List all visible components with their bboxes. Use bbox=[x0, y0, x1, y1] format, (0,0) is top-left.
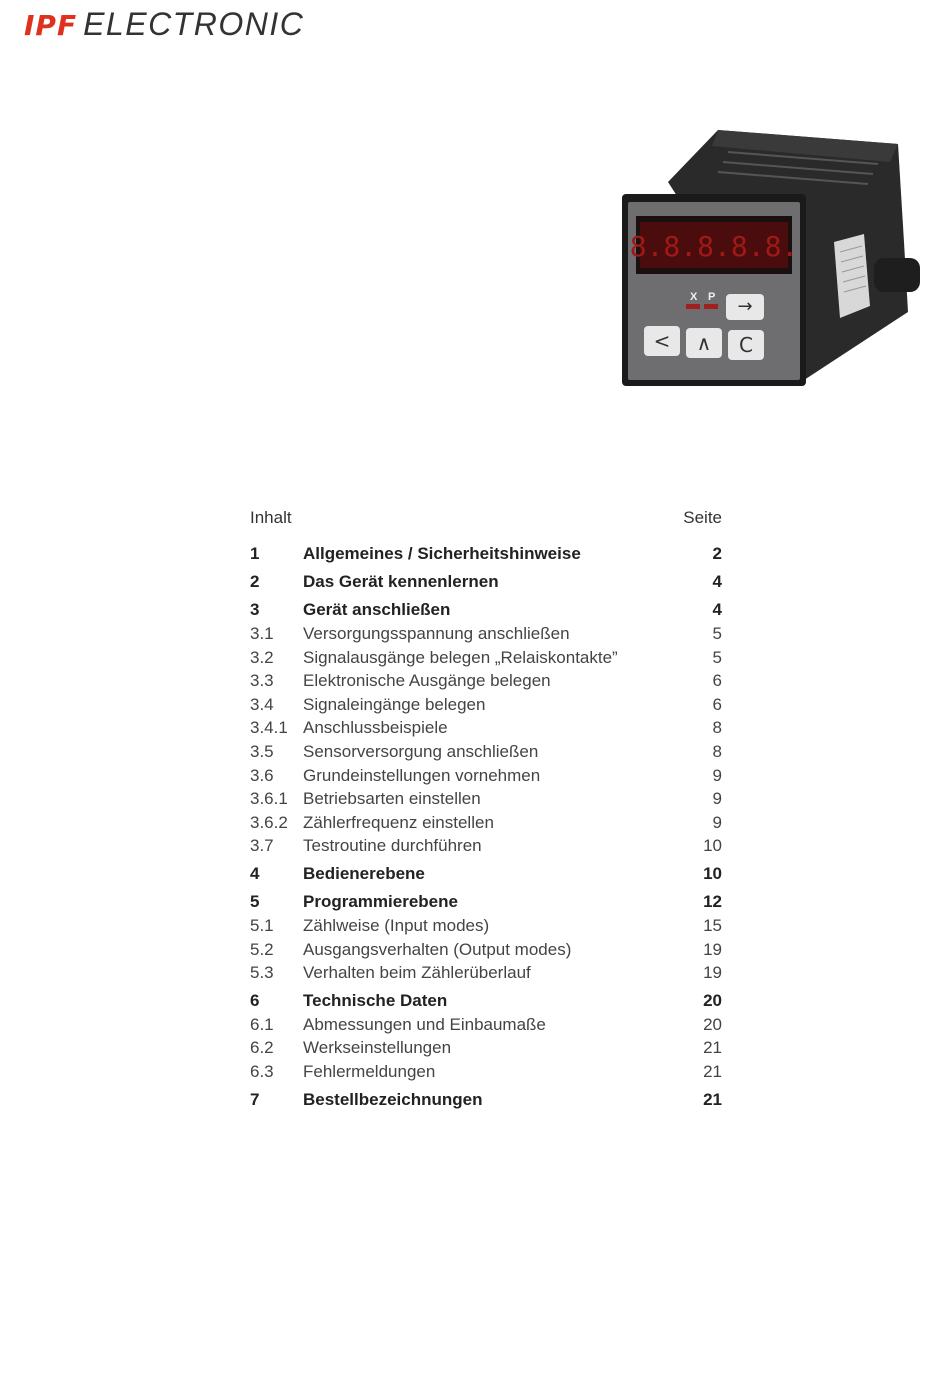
toc-entry bbox=[250, 764, 722, 788]
logo-brand: IPF bbox=[24, 9, 78, 42]
toc-entry-number: 3 bbox=[250, 600, 260, 619]
toc-entry-title: Fehlermeldungen bbox=[303, 1061, 436, 1081]
up-key-label: ∧ bbox=[696, 331, 712, 355]
clear-key-label: C bbox=[739, 333, 753, 357]
toc-entry bbox=[250, 1036, 722, 1060]
toc-entry-number: 6.1 bbox=[250, 1014, 274, 1034]
toc-entry-page: 19 bbox=[703, 939, 722, 959]
toc-entry-title: Versorgungsspannung anschließen bbox=[303, 624, 570, 643]
toc-entry bbox=[250, 669, 722, 693]
toc-entry-number: 3.7 bbox=[250, 836, 274, 856]
toc-entry-number: 5.2 bbox=[250, 939, 274, 959]
toc-entry-number: 3.6 bbox=[250, 765, 274, 785]
toc-entry-title: Elektronische Ausgänge belegen bbox=[303, 671, 551, 691]
toc-entry-page: 19 bbox=[703, 963, 722, 983]
toc-entry bbox=[250, 811, 722, 835]
toc-entry bbox=[250, 914, 722, 938]
toc-entry-title: Abmessungen und Einbaumaße bbox=[303, 1014, 546, 1034]
toc-entry-title: Zählerfrequenz einstellen bbox=[303, 812, 494, 832]
toc-entry-number: 5.3 bbox=[250, 963, 274, 983]
toc-entry-page: 20 bbox=[703, 990, 722, 1010]
toc-entry-number: 5.1 bbox=[250, 915, 274, 935]
arrow-key-label: → bbox=[737, 296, 753, 317]
toc-entry-number: 4 bbox=[250, 863, 260, 883]
logo-name: ELECTRONIC bbox=[83, 6, 305, 42]
toc-entry-title: Anschlussbeispiele bbox=[303, 718, 448, 738]
toc-entry-title: Signalausgänge belegen „Relaiskontakte” bbox=[303, 647, 618, 667]
toc-entry-title: Technische Daten bbox=[303, 990, 448, 1010]
toc-entry-page: 9 bbox=[712, 789, 722, 809]
toc-entry-page: 15 bbox=[703, 915, 722, 935]
toc-entry-title: Sensorversorgung anschließen bbox=[303, 741, 539, 761]
indicator-x-label: X bbox=[690, 291, 698, 303]
indicator-x-led bbox=[686, 304, 700, 309]
toc-entry-title: Werkseinstellungen bbox=[303, 1038, 452, 1058]
toc-entry-title: Ausgangsverhalten (Output modes) bbox=[303, 939, 572, 959]
toc-entry bbox=[250, 989, 722, 1013]
toc-entry-page: 20 bbox=[703, 1014, 722, 1034]
toc-entry-page: 5 bbox=[712, 647, 722, 667]
toc-entry bbox=[250, 740, 722, 764]
toc-entry-page: 12 bbox=[703, 891, 722, 911]
indicator-p-led bbox=[704, 304, 718, 309]
toc-entry bbox=[250, 716, 722, 740]
toc-entry-number: 2 bbox=[250, 572, 260, 591]
toc-entry-title: Grundeinstellungen vornehmen bbox=[303, 765, 541, 785]
toc-entry-title: Zählweise (Input modes) bbox=[303, 915, 490, 935]
toc-entry-number: 3.4.1 bbox=[250, 718, 288, 738]
toc-entry-number: 3.6.2 bbox=[250, 812, 288, 832]
toc-entry-title: Das Gerät kennenlernen bbox=[303, 572, 499, 591]
toc-entry-number: 1 bbox=[250, 544, 260, 563]
toc-entry-title: Programmierebene bbox=[303, 891, 458, 911]
toc-entry-number: 5 bbox=[250, 891, 260, 911]
toc-entry-title: Gerät anschließen bbox=[303, 600, 451, 619]
toc-entry-page: 10 bbox=[703, 863, 722, 883]
toc-entry-number: 3.3 bbox=[250, 671, 274, 691]
toc-entry bbox=[250, 938, 722, 962]
toc-entry-page: 2 bbox=[712, 544, 722, 563]
company-logo bbox=[24, 6, 304, 46]
toc-entry-title: Verhalten beim Zählerüberlauf bbox=[303, 963, 531, 983]
toc-entry-page: 21 bbox=[703, 1089, 722, 1109]
toc-entry bbox=[250, 570, 722, 594]
toc-entry-page: 6 bbox=[712, 671, 722, 691]
toc-header-page: Seite bbox=[683, 508, 722, 527]
toc-rows bbox=[250, 542, 722, 1112]
toc-entry-page: 21 bbox=[703, 1038, 722, 1058]
toc-entry-page: 9 bbox=[712, 765, 722, 785]
toc-entry bbox=[250, 862, 722, 886]
toc-entry-page: 8 bbox=[712, 741, 722, 761]
toc-header bbox=[250, 508, 722, 534]
toc-entry-number: 3.2 bbox=[250, 647, 274, 667]
indicator-p-label: P bbox=[708, 291, 716, 303]
toc-entry bbox=[250, 1088, 722, 1112]
toc-entry-page: 6 bbox=[712, 694, 722, 714]
toc-entry-title: Betriebsarten einstellen bbox=[303, 789, 481, 809]
toc-entry-number: 3.6.1 bbox=[250, 789, 288, 809]
toc-entry-page: 5 bbox=[712, 624, 722, 643]
toc-entry-title: Bedienerebene bbox=[303, 863, 425, 883]
toc-entry-title: Testroutine durchführen bbox=[303, 836, 482, 856]
toc-entry bbox=[250, 834, 722, 858]
toc-entry-page: 4 bbox=[712, 600, 722, 619]
toc-entry bbox=[250, 542, 722, 566]
toc-entry bbox=[250, 622, 722, 646]
toc-entry-page: 8 bbox=[712, 718, 722, 738]
toc-entry-number: 7 bbox=[250, 1089, 260, 1109]
toc-entry-title: Bestellbezeichnungen bbox=[303, 1089, 483, 1109]
toc-entry-number: 6.2 bbox=[250, 1038, 274, 1058]
toc-entry bbox=[250, 961, 722, 985]
toc-entry-page: 4 bbox=[712, 572, 722, 591]
table-of-contents bbox=[250, 508, 722, 1112]
toc-entry-page: 9 bbox=[712, 812, 722, 832]
toc-entry-page: 10 bbox=[703, 836, 722, 856]
toc-entry bbox=[250, 1060, 722, 1084]
toc-entry-number: 3.1 bbox=[250, 624, 274, 643]
display-digits: 8.8.8.8.8. bbox=[629, 230, 799, 263]
toc-entry bbox=[250, 646, 722, 670]
toc-entry bbox=[250, 1013, 722, 1037]
toc-entry-title: Signaleingänge belegen bbox=[303, 694, 486, 714]
toc-entry bbox=[250, 890, 722, 914]
toc-entry-number: 6 bbox=[250, 990, 260, 1010]
toc-entry-number: 3.4 bbox=[250, 694, 274, 714]
toc-entry-number: 6.3 bbox=[250, 1061, 274, 1081]
toc-entry-number: 3.5 bbox=[250, 741, 274, 761]
toc-entry-title: Allgemeines / Sicherheitshinweise bbox=[303, 544, 581, 563]
counter-device-image bbox=[608, 122, 928, 394]
toc-entry bbox=[250, 598, 722, 622]
toc-entry-page: 21 bbox=[703, 1061, 722, 1081]
toc-header-contents: Inhalt bbox=[250, 508, 292, 527]
toc-entry bbox=[250, 693, 722, 717]
left-key-label: < bbox=[653, 329, 671, 353]
toc-entry bbox=[250, 787, 722, 811]
